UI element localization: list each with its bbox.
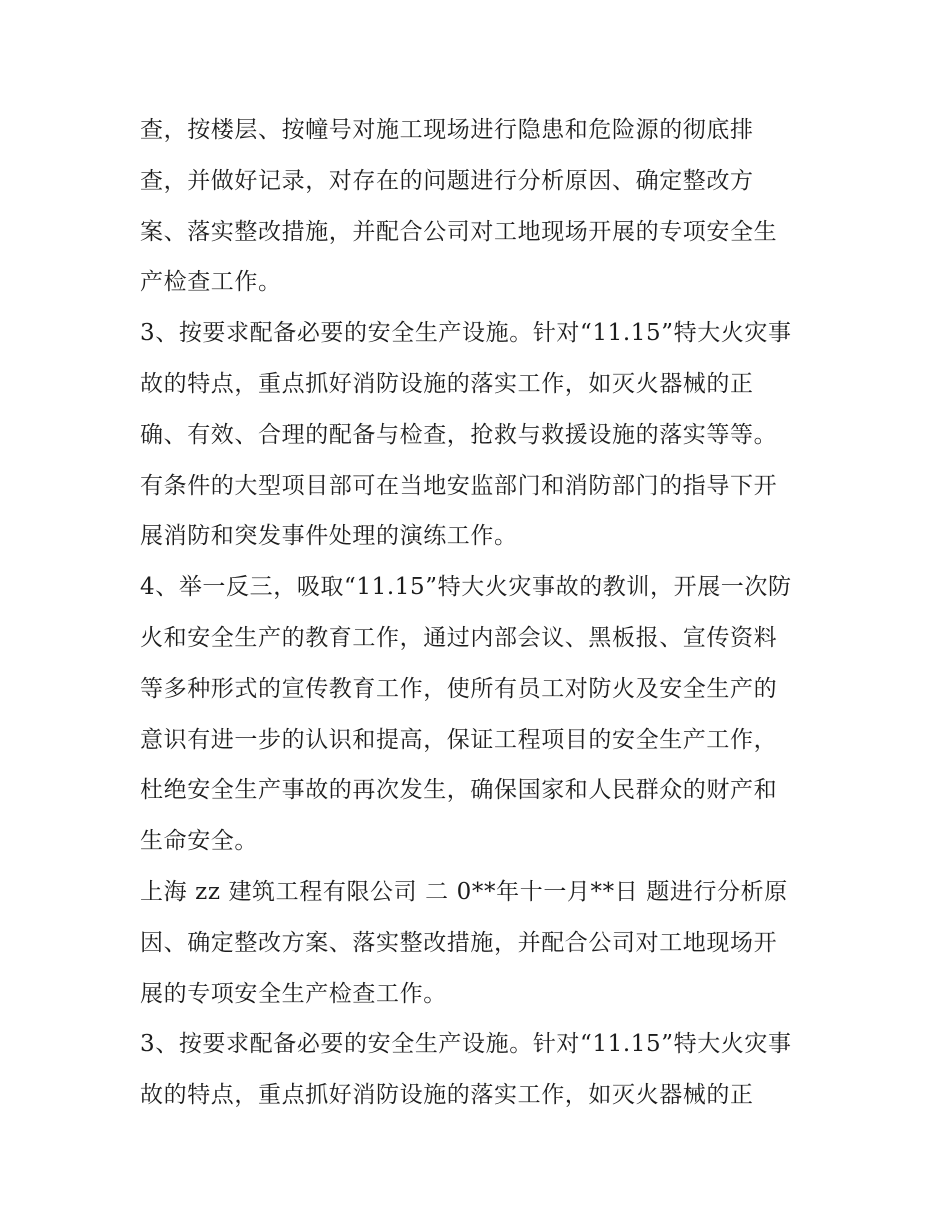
- text-line: 查，并做好记录，对存在的问题进行分析原因、确定整改方: [140, 167, 754, 194]
- text-line: 展消防和突发事件处理的演练工作。: [140, 523, 518, 550]
- text-line: 展的专项安全生产检查工作。: [140, 980, 447, 1007]
- text-line: 杜绝安全生产事故的再次发生，确保国家和人民群众的财产和: [140, 777, 778, 804]
- text-line: 等多种形式的宣传教育工作，使所有员工对防火及安全生产的: [140, 675, 778, 702]
- text-line: 故的特点，重点抓好消防设施的落实工作，如灭火器械的正: [140, 370, 754, 397]
- text-line: 查，按楼层、按幢号对施工现场进行隐患和危险源的彻底排: [140, 117, 754, 143]
- text-line: 因、确定整改方案、落实整改措施，并配合公司对工地现场开: [140, 929, 778, 956]
- text-line: 有条件的大型项目部可在当地安监部门和消防部门的指导下开: [140, 472, 778, 499]
- text-line: 故的特点，重点抓好消防设施的落实工作，如灭火器械的正: [140, 1082, 754, 1109]
- text-line: 生命安全。: [140, 828, 258, 855]
- text-line: 火和安全生产的教育工作，通过内部会议、黑板报、宣传资料: [140, 624, 778, 651]
- text-line: 案、落实整改措施，并配合公司对工地现场开展的专项安全生: [140, 218, 778, 245]
- text-line: 4、举一反三，吸取“11.15”特大火灾事故的教训，开展一次防: [140, 574, 792, 601]
- text-line: 3、按要求配备必要的安全生产设施。针对“11.15”特大火灾事: [140, 320, 792, 347]
- document-body: [140, 105, 820, 1121]
- text-line: 产检查工作。: [140, 269, 282, 296]
- text-line: 确、有效、合理的配备与检查，抢救与救援设施的落实等等。: [140, 421, 778, 448]
- text-line: 意识有进一步的认识和提高，保证工程项目的安全生产工作，: [140, 726, 778, 753]
- text-line: 3、按要求配备必要的安全生产设施。针对“11.15”特大火灾事: [140, 1031, 792, 1058]
- signature-line: 上海 zz 建筑工程有限公司 二 0**年十一月**日 题进行分析原: [140, 878, 788, 905]
